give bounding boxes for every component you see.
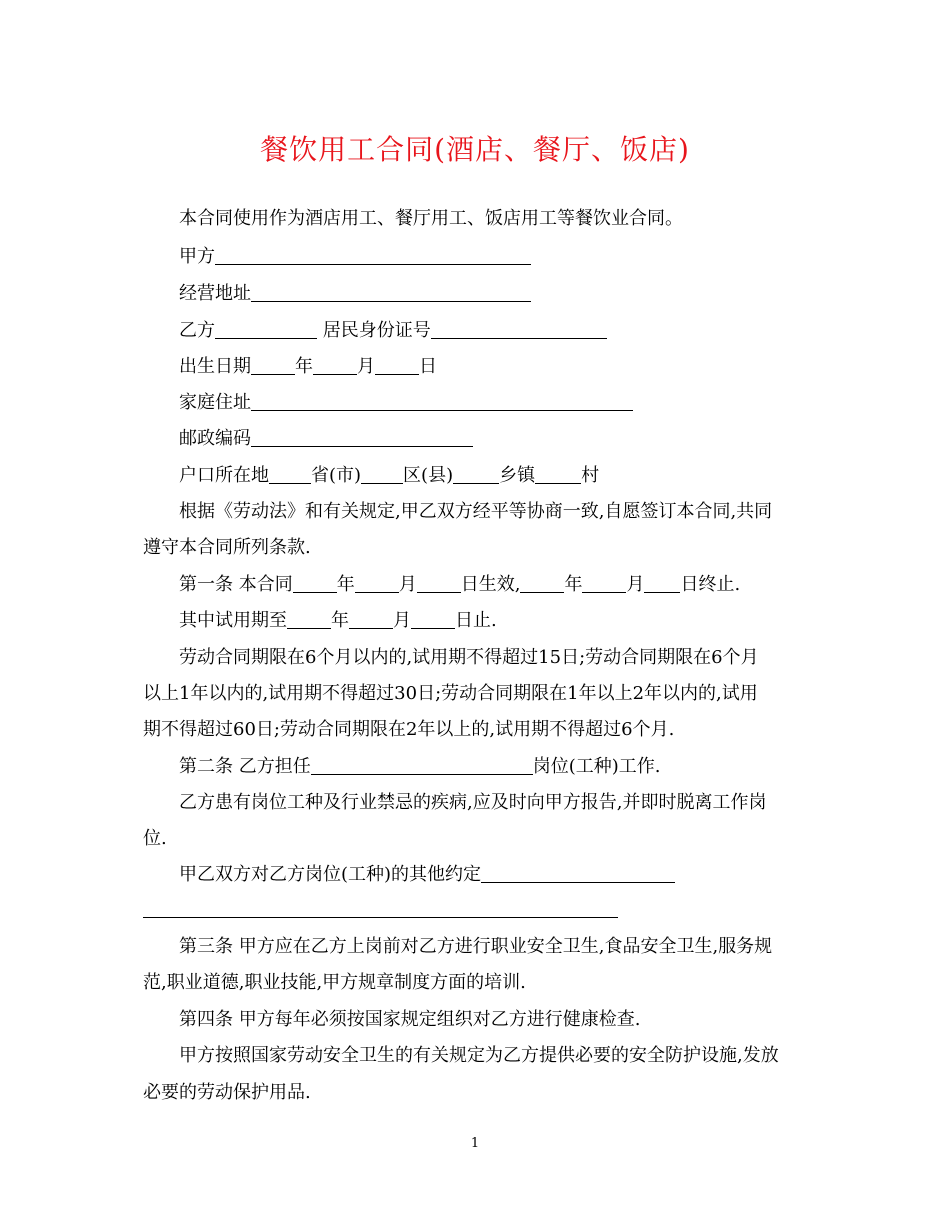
end-month-unit: 月 xyxy=(626,574,645,595)
article-2-prefix: 第二条 乙方担任 xyxy=(179,756,311,777)
party-a-label: 甲方 xyxy=(179,246,215,267)
safety-line-2 xyxy=(143,1075,823,1111)
id-number-label: 居民身份证号 xyxy=(322,320,431,341)
probation-line xyxy=(143,603,859,639)
household-label: 户口所在地 xyxy=(179,465,269,486)
disease-text-1: 乙方患有岗位工种及行业禁忌的疾病,应及时向甲方报告,并即时脱离工作岗 xyxy=(179,792,767,813)
start-month-unit: 月 xyxy=(398,574,417,595)
probation-rule-text-2: 以上1年以内的,试用期不得超过30日;劳动合同期限在1年以上2年以内的,试用 xyxy=(143,683,758,704)
probation-year-blank[interactable] xyxy=(287,608,331,629)
preamble-text-1: 根据《劳动法》和有关规定,甲乙双方经平等协商一致,自愿签订本合同,共同 xyxy=(179,501,773,522)
disease-line-2 xyxy=(143,821,823,857)
village-blank[interactable] xyxy=(535,463,581,484)
probation-prefix: 其中试用期至 xyxy=(179,610,287,631)
party-b-label: 乙方 xyxy=(179,320,215,341)
start-day-blank[interactable] xyxy=(417,572,461,593)
probation-month-blank[interactable] xyxy=(349,608,393,629)
position-blank[interactable] xyxy=(311,754,533,775)
probation-month-unit: 月 xyxy=(393,610,411,631)
article-1-line xyxy=(143,567,859,603)
district-blank[interactable] xyxy=(361,463,403,484)
preamble-line-2 xyxy=(143,530,823,566)
end-month-blank[interactable] xyxy=(582,572,626,593)
intro-text: 本合同使用作为酒店用工、餐厅用工、饭店用工等餐饮业合同。 xyxy=(179,208,683,229)
article-1-prefix: 第一条 本合同 xyxy=(179,574,293,595)
safety-text-2: 必要的劳动保护用品. xyxy=(143,1082,311,1103)
article-4-text: 第四条 甲方每年必须按国家规定组织对乙方进行健康检查. xyxy=(179,1009,641,1030)
business-address-label: 经营地址 xyxy=(179,283,251,304)
party-b-line xyxy=(143,313,859,349)
other-agreement-line xyxy=(143,857,859,893)
business-address-blank[interactable] xyxy=(251,281,531,302)
party-b-blank[interactable] xyxy=(215,318,317,339)
party-a-line xyxy=(143,239,859,275)
disease-line-1 xyxy=(143,785,859,821)
district-unit: 区(县) xyxy=(403,465,454,486)
province-blank[interactable] xyxy=(269,463,311,484)
article-3-text-2: 范,职业道德,职业技能,甲方规章制度方面的培训. xyxy=(143,972,526,993)
birth-month-blank[interactable] xyxy=(313,354,357,375)
province-unit: 省(市) xyxy=(311,465,362,486)
other-agreement-continuation-blank[interactable] xyxy=(143,917,618,918)
township-blank[interactable] xyxy=(453,463,499,484)
article-2-suffix: 岗位(工种)工作. xyxy=(532,756,661,777)
probation-rule-line-2 xyxy=(143,676,823,712)
end-day-blank[interactable] xyxy=(644,572,680,593)
page-number: 1 xyxy=(470,1136,480,1151)
postal-code-line xyxy=(143,421,859,457)
probation-year-unit: 年 xyxy=(331,610,349,631)
probation-rule-text-3: 期不得超过60日;劳动合同期限在2年以上的,试用期不得超过6个月. xyxy=(143,719,675,740)
end-text: 日终止. xyxy=(680,574,741,595)
article-4-line xyxy=(143,1002,859,1038)
home-address-label: 家庭住址 xyxy=(179,392,251,413)
birth-month-unit: 月 xyxy=(357,356,375,377)
disease-text-2: 位. xyxy=(143,828,167,849)
safety-line-1 xyxy=(143,1038,859,1074)
home-address-blank[interactable] xyxy=(251,390,633,411)
township-unit: 乡镇 xyxy=(499,465,536,486)
birth-day-unit: 日 xyxy=(419,356,437,377)
postal-code-blank[interactable] xyxy=(251,426,473,447)
birth-date-label: 出生日期 xyxy=(179,356,251,377)
start-month-blank[interactable] xyxy=(355,572,399,593)
other-agreement-blank[interactable] xyxy=(481,862,675,883)
probation-rule-line-1 xyxy=(143,640,859,676)
article-2-line xyxy=(143,749,859,785)
probation-end-text: 日止. xyxy=(455,610,497,631)
probation-day-blank[interactable] xyxy=(411,608,455,629)
start-year-unit: 年 xyxy=(336,574,355,595)
document-title: 餐饮用工合同(酒店、餐厅、饭店) xyxy=(260,133,690,166)
start-effective-text: 日生效, xyxy=(460,574,521,595)
article-3-text-1: 第三条 甲方应在乙方上岗前对乙方进行职业安全卫生,食品安全卫生,服务规 xyxy=(179,936,773,957)
probation-rule-text-1: 劳动合同期限在6个月以内的,试用期不得超过15日;劳动合同期限在6个月 xyxy=(179,647,759,668)
business-address-line xyxy=(143,276,859,312)
household-line xyxy=(143,458,859,494)
end-year-unit: 年 xyxy=(564,574,583,595)
end-year-blank[interactable] xyxy=(520,572,564,593)
preamble-line-1 xyxy=(143,494,859,530)
preamble-text-2: 遵守本合同所列条款. xyxy=(143,537,311,558)
intro-line xyxy=(143,201,859,237)
birth-year-unit: 年 xyxy=(295,356,313,377)
party-a-blank[interactable] xyxy=(215,244,531,265)
home-address-line xyxy=(143,385,859,421)
article-3-line-1 xyxy=(143,929,859,965)
birth-day-blank[interactable] xyxy=(375,354,419,375)
other-agreement-label: 甲乙双方对乙方岗位(工种)的其他约定 xyxy=(179,864,482,885)
id-number-blank[interactable] xyxy=(431,318,607,339)
village-unit: 村 xyxy=(581,465,600,486)
birth-year-blank[interactable] xyxy=(251,354,295,375)
start-year-blank[interactable] xyxy=(293,572,337,593)
postal-code-label: 邮政编码 xyxy=(179,428,251,449)
birth-date-line xyxy=(143,349,859,385)
safety-text-1: 甲方按照国家劳动安全卫生的有关规定为乙方提供必要的安全防护设施,发放 xyxy=(179,1045,779,1066)
probation-rule-line-3 xyxy=(143,712,823,748)
article-3-line-2 xyxy=(143,965,823,1001)
